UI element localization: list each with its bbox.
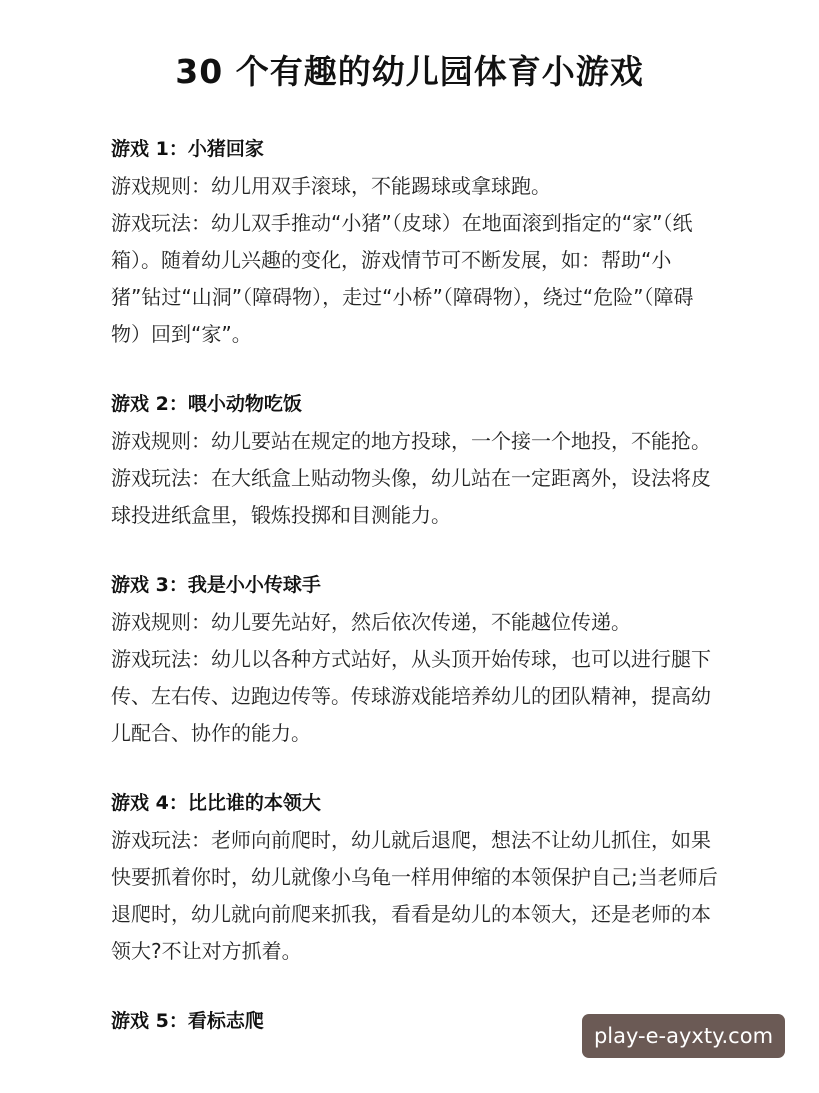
game-heading: 游戏 4：比比谁的本领大: [111, 792, 321, 814]
game-heading: 游戏 2：喂小动物吃饭: [111, 393, 302, 415]
game-rules: 游戏规则：幼儿要先站好，然后依次传递，不能越位传递。: [111, 610, 631, 634]
watermark-badge: play-e-ayxty.com: [582, 1014, 785, 1058]
game-heading: 游戏 1：小猪回家: [111, 138, 264, 160]
page-title: 30 个有趣的幼儿园体育小游戏: [175, 52, 644, 91]
game-play: 游戏玩法：幼儿以各种方式站好，从头顶开始传球，也可以进行腿下传、左右传、边跑边传等。传球游戏能培养幼儿的团队精神，提高幼儿配合、协作的能力。: [111, 647, 711, 745]
game-rules: 游戏规则：幼儿用双手滚球，不能踢球或拿球跑。: [111, 174, 551, 198]
game-section-3: [111, 568, 721, 752]
game-rules: 游戏规则：幼儿要站在规定的地方投球，一个接一个地投，不能抢。: [111, 429, 711, 453]
game-play: 游戏玩法：在大纸盒上贴动物头像，幼儿站在一定距离外，设法将皮球投进纸盒里，锻炼投掷和目测能力。: [111, 466, 711, 527]
game-section-4: [111, 786, 721, 970]
game-section-1: [111, 132, 721, 353]
article-body: [111, 132, 721, 1072]
game-play: 游戏玩法：老师向前爬时，幼儿就后退爬，想法不让幼儿抓住，如果快要抓着你时，幼儿就像小乌龟一样用伸缩的本领保护自己;当老师后退爬时，幼儿就向前爬来抓我，看看是幼儿的本领大，还是老师的本领大?不让对方抓着。: [111, 828, 718, 963]
game-play: 游戏玩法：幼儿双手推动“小猪”（皮球）在地面滚到指定的“家”（纸箱）。随着幼儿兴趣的变化，游戏情节可不断发展，如：帮助“小猪”钻过“山洞”（障碍物），走过“小桥”（障碍物），绕过“危险”（障碍物）回到“家”。: [111, 211, 694, 346]
game-heading: 游戏 3：我是小小传球手: [111, 574, 321, 596]
game-section-2: [111, 387, 721, 534]
game-heading: 游戏 5：看标志爬: [111, 1010, 264, 1032]
